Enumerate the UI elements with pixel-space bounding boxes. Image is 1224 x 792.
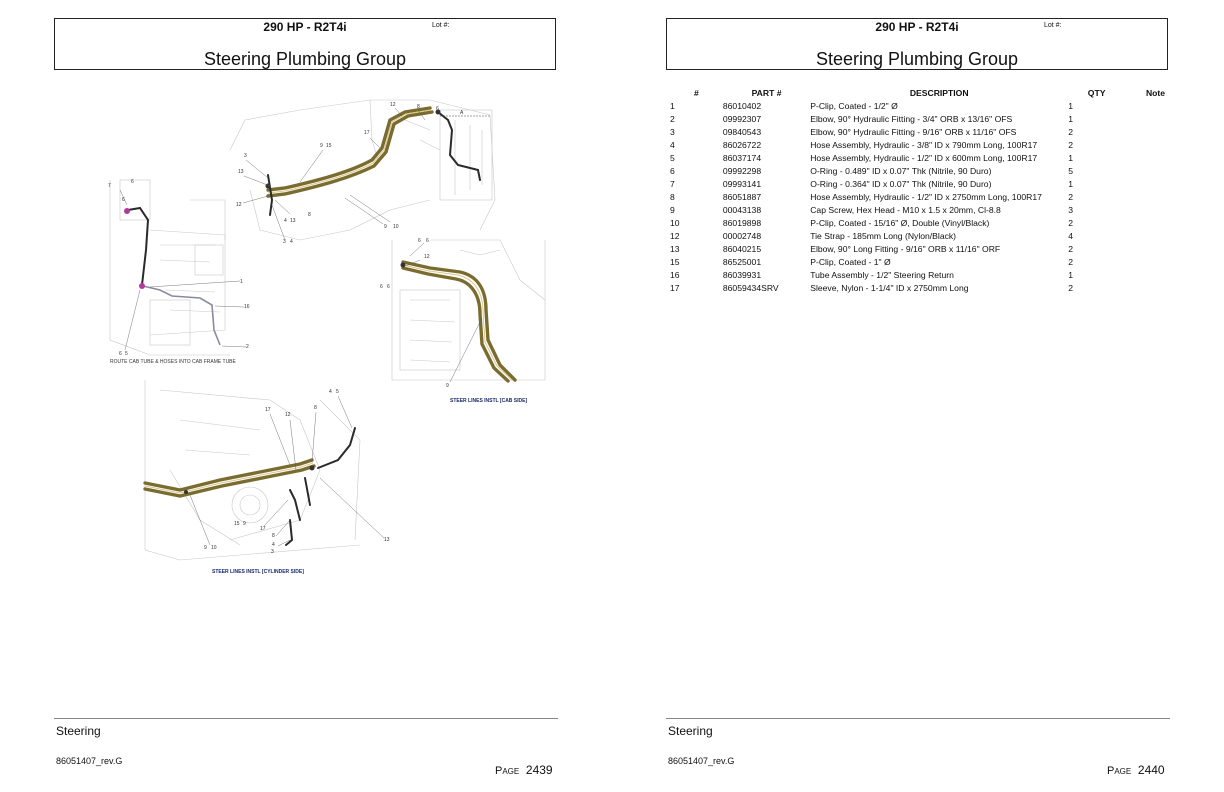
cell-qty: 1 xyxy=(1068,269,1073,280)
cell-part-number: 86039931 xyxy=(722,269,762,280)
footer-section: Steering xyxy=(668,724,713,738)
cell-description: Hose Assembly, Hydraulic - 1/2" ID x 600mm Long, 100R17 xyxy=(810,152,1038,163)
cell-note xyxy=(1125,268,1186,281)
cell-num: 6 xyxy=(670,165,675,176)
cell-qty: 2 xyxy=(1068,191,1073,202)
svg-text:6: 6 xyxy=(131,179,134,185)
cell-note xyxy=(1125,190,1186,203)
cell-num: 15 xyxy=(670,256,680,267)
table-row xyxy=(666,138,1186,151)
callout-leaders xyxy=(120,108,482,546)
cell-description: Sleeve, Nylon - 1-1/4" ID x 2750mm Long xyxy=(810,282,969,293)
parts-table-body xyxy=(666,99,1186,294)
cell-note xyxy=(1125,164,1186,177)
cell-part-number: 00043138 xyxy=(722,204,762,215)
svg-text:17: 17 xyxy=(265,407,271,413)
footer-page-number xyxy=(495,763,553,777)
right-page xyxy=(612,0,1224,792)
footer-rule xyxy=(666,718,1170,719)
header-box xyxy=(666,18,1168,70)
cell-note xyxy=(1125,242,1186,255)
cell-description: Hose Assembly, Hydraulic - 1/2" ID x 2750mm Long, 100R17 xyxy=(810,191,1042,202)
cell-qty: 2 xyxy=(1068,126,1073,137)
table-row xyxy=(666,151,1186,164)
cell-num: 2 xyxy=(670,113,675,124)
cell-qty: 2 xyxy=(1068,256,1073,267)
cell-description: Elbow, 90° Long Fitting - 9/16" ORB x 11/16" ORF xyxy=(810,243,1001,254)
table-row xyxy=(666,125,1186,138)
svg-text:4: 4 xyxy=(290,239,293,245)
right-frame-outline xyxy=(392,240,545,380)
svg-text:3: 3 xyxy=(271,549,274,555)
fitting-marker xyxy=(401,263,406,268)
cell-qty: 3 xyxy=(1068,204,1073,215)
cell-qty: 2 xyxy=(1068,139,1073,150)
model-title: 290 HP - R2T4i xyxy=(875,20,959,34)
svg-text:4: 4 xyxy=(272,542,275,548)
model-title: 290 HP - R2T4i xyxy=(263,20,347,34)
cell-part-number: 09993141 xyxy=(722,178,762,189)
svg-text:6: 6 xyxy=(119,351,122,357)
cell-num: 16 xyxy=(670,269,680,280)
left-frame-outline xyxy=(110,180,230,355)
cell-num: 5 xyxy=(670,152,675,163)
col-qty-header: QTY xyxy=(1087,88,1106,98)
svg-text:10: 10 xyxy=(393,224,399,230)
cell-description: P-Clip, Coated - 1/2" Ø xyxy=(810,100,898,111)
svg-text:8: 8 xyxy=(308,212,311,218)
cell-note xyxy=(1125,151,1186,164)
cell-description: P-Clip, Coated - 1" Ø xyxy=(810,256,891,267)
steering-hose-highlight xyxy=(145,110,512,493)
cell-part-number: 86037174 xyxy=(722,152,762,163)
cell-note xyxy=(1125,138,1186,151)
svg-text:A: A xyxy=(460,110,464,116)
cell-part-number: 86051887 xyxy=(722,191,762,202)
svg-text:15: 15 xyxy=(326,143,332,149)
cell-description: P-Clip, Coated - 15/16" Ø, Double (Vinyl/Black) xyxy=(810,217,990,228)
svg-text:9: 9 xyxy=(204,545,207,551)
svg-text:4: 4 xyxy=(329,389,332,395)
cell-note xyxy=(1125,216,1186,229)
table-row xyxy=(666,229,1186,242)
cell-note xyxy=(1125,112,1186,125)
cell-num: 17 xyxy=(670,282,680,293)
cell-qty: 1 xyxy=(1068,100,1073,111)
col-note-header: Note xyxy=(1145,88,1166,98)
svg-text:7: 7 xyxy=(108,183,111,189)
cell-num: 1 xyxy=(670,100,675,111)
cell-qty: 2 xyxy=(1068,217,1073,228)
group-title: Steering Plumbing Group xyxy=(203,49,407,69)
svg-text:9: 9 xyxy=(384,224,387,230)
footer-section: Steering xyxy=(56,724,101,738)
cell-qty: 5 xyxy=(1068,165,1073,176)
svg-text:4: 4 xyxy=(284,218,287,224)
cell-num: 8 xyxy=(670,191,675,202)
svg-text:17: 17 xyxy=(364,130,370,136)
svg-text:6: 6 xyxy=(426,238,429,244)
svg-text:17: 17 xyxy=(260,526,266,532)
svg-text:12: 12 xyxy=(424,254,430,260)
table-row xyxy=(666,99,1186,112)
fitting-marker xyxy=(310,466,315,471)
cell-qty: 1 xyxy=(1068,113,1073,124)
cell-qty: 2 xyxy=(1068,243,1073,254)
svg-text:12: 12 xyxy=(236,202,242,208)
cell-part-number: 86026722 xyxy=(722,139,762,150)
table-row xyxy=(666,190,1186,203)
svg-text:12: 12 xyxy=(285,412,291,418)
diagram-note: ROUTE CAB TUBE & HOSES INTO CAB FRAME TUBE xyxy=(110,359,236,365)
svg-text:6: 6 xyxy=(387,284,390,290)
fittings xyxy=(124,110,441,495)
cell-qty: 1 xyxy=(1068,152,1073,163)
svg-text:9: 9 xyxy=(446,383,449,389)
cell-num: 12 xyxy=(670,230,680,241)
steering-return-tube xyxy=(143,286,220,345)
cell-description: Elbow, 90° Hydraulic Fitting - 3/4" ORB x 13/16" OFS xyxy=(810,113,1013,124)
cell-part-number: 09840543 xyxy=(722,126,762,137)
svg-text:3: 3 xyxy=(283,239,286,245)
svg-text:13: 13 xyxy=(384,537,390,543)
cell-note xyxy=(1125,177,1186,190)
cell-description: Hose Assembly, Hydraulic - 3/8" ID x 790mm Long, 100R17 xyxy=(810,139,1038,150)
cell-num: 4 xyxy=(670,139,675,150)
lot-label: Lot #: xyxy=(432,22,450,29)
cell-part-number: 86010402 xyxy=(722,100,762,111)
table-row xyxy=(666,255,1186,268)
cell-description: O-Ring - 0.364" ID x 0.07" Thk (Nitrile, 90 Duro) xyxy=(810,178,992,189)
svg-text:9: 9 xyxy=(320,143,323,149)
svg-text:13: 13 xyxy=(290,218,296,224)
svg-text:8: 8 xyxy=(272,533,275,539)
table-row xyxy=(666,112,1186,125)
svg-text:10: 10 xyxy=(211,545,217,551)
cylinder-side-outline xyxy=(145,380,360,560)
col-num-header: # xyxy=(694,88,699,98)
svg-text:2: 2 xyxy=(246,344,249,350)
fitting-marker xyxy=(184,490,188,494)
cell-note xyxy=(1125,203,1186,216)
page-number: 2440 xyxy=(1137,763,1165,777)
cell-part-number: 00002748 xyxy=(722,230,762,241)
svg-text:16: 16 xyxy=(244,304,250,310)
cell-qty: 1 xyxy=(1068,178,1073,189)
cell-note xyxy=(1125,255,1186,268)
fitting-marker xyxy=(139,283,145,289)
table-row xyxy=(666,216,1186,229)
svg-text:6: 6 xyxy=(380,284,383,290)
caption-cab-side: STEER LINES INSTL [CAB SIDE] xyxy=(450,398,528,404)
parts-table xyxy=(666,87,1186,294)
svg-text:15: 15 xyxy=(234,521,240,527)
svg-text:9: 9 xyxy=(243,521,246,527)
cell-qty: 4 xyxy=(1068,230,1073,241)
parts-table-header xyxy=(666,87,1186,99)
cell-part-number: 09992307 xyxy=(722,113,762,124)
footer-page-number xyxy=(1107,763,1165,777)
cell-description: Elbow, 90° Hydraulic Fitting - 9/16" ORB x 11/16" OFS xyxy=(810,126,1017,137)
cell-note xyxy=(1125,125,1186,138)
cell-description: Tie Strap - 185mm Long (Nylon/Black) xyxy=(810,230,957,241)
col-desc-header: DESCRIPTION xyxy=(909,88,969,98)
svg-text:1: 1 xyxy=(240,279,243,285)
cell-note xyxy=(1125,99,1186,112)
cell-part-number: 86059434SRV xyxy=(722,282,779,293)
footer-doc-number: 86051407_rev.G xyxy=(56,756,123,766)
cell-num: 9 xyxy=(670,204,675,215)
table-row xyxy=(666,203,1186,216)
caption-cylinder-side: STEER LINES INSTL [CYLINDER SIDE] xyxy=(212,569,304,575)
svg-text:3: 3 xyxy=(244,153,247,159)
lot-label: Lot #: xyxy=(1044,22,1062,29)
footer-rule xyxy=(54,718,558,719)
cell-num: 13 xyxy=(670,243,680,254)
svg-text:5: 5 xyxy=(336,389,339,395)
svg-text:8: 8 xyxy=(417,104,420,110)
cell-description: Cap Screw, Hex Head - M10 x 1.5 x 20mm, Cl-8.8 xyxy=(810,204,1001,215)
page-number: 2439 xyxy=(525,763,553,777)
cell-num: 7 xyxy=(670,178,675,189)
table-row xyxy=(666,242,1186,255)
fitting-marker xyxy=(124,208,130,214)
svg-text:5: 5 xyxy=(125,351,128,357)
cell-part-number: 09992298 xyxy=(722,165,762,176)
table-row xyxy=(666,164,1186,177)
svg-text:6: 6 xyxy=(122,197,125,203)
cell-num: 10 xyxy=(670,217,680,228)
table-row xyxy=(666,177,1186,190)
page-word: Page xyxy=(495,765,520,777)
col-part-header: PART # xyxy=(751,88,782,98)
group-title: Steering Plumbing Group xyxy=(815,49,1019,69)
black-hose-lines xyxy=(128,112,480,545)
cell-part-number: 86019898 xyxy=(722,217,762,228)
cell-num: 3 xyxy=(670,126,675,137)
table-row xyxy=(666,281,1186,294)
page-word: Page xyxy=(1107,765,1132,777)
table-row xyxy=(666,268,1186,281)
svg-text:6: 6 xyxy=(418,238,421,244)
svg-text:13: 13 xyxy=(238,169,244,175)
cell-note xyxy=(1125,281,1186,294)
cell-note xyxy=(1125,229,1186,242)
footer-doc-number: 86051407_rev.G xyxy=(668,756,735,766)
cell-part-number: 86525001 xyxy=(722,256,762,267)
svg-text:8: 8 xyxy=(314,405,317,411)
cell-description: O-Ring - 0.489" ID x 0.07" Thk (Nitrile, 90 Duro) xyxy=(810,165,992,176)
svg-text:6: 6 xyxy=(436,106,439,112)
cell-qty: 2 xyxy=(1068,282,1073,293)
svg-text:12: 12 xyxy=(390,102,396,108)
cell-description: Tube Assembly - 1/2" Steering Return xyxy=(810,269,954,280)
cell-part-number: 86040215 xyxy=(722,243,762,254)
